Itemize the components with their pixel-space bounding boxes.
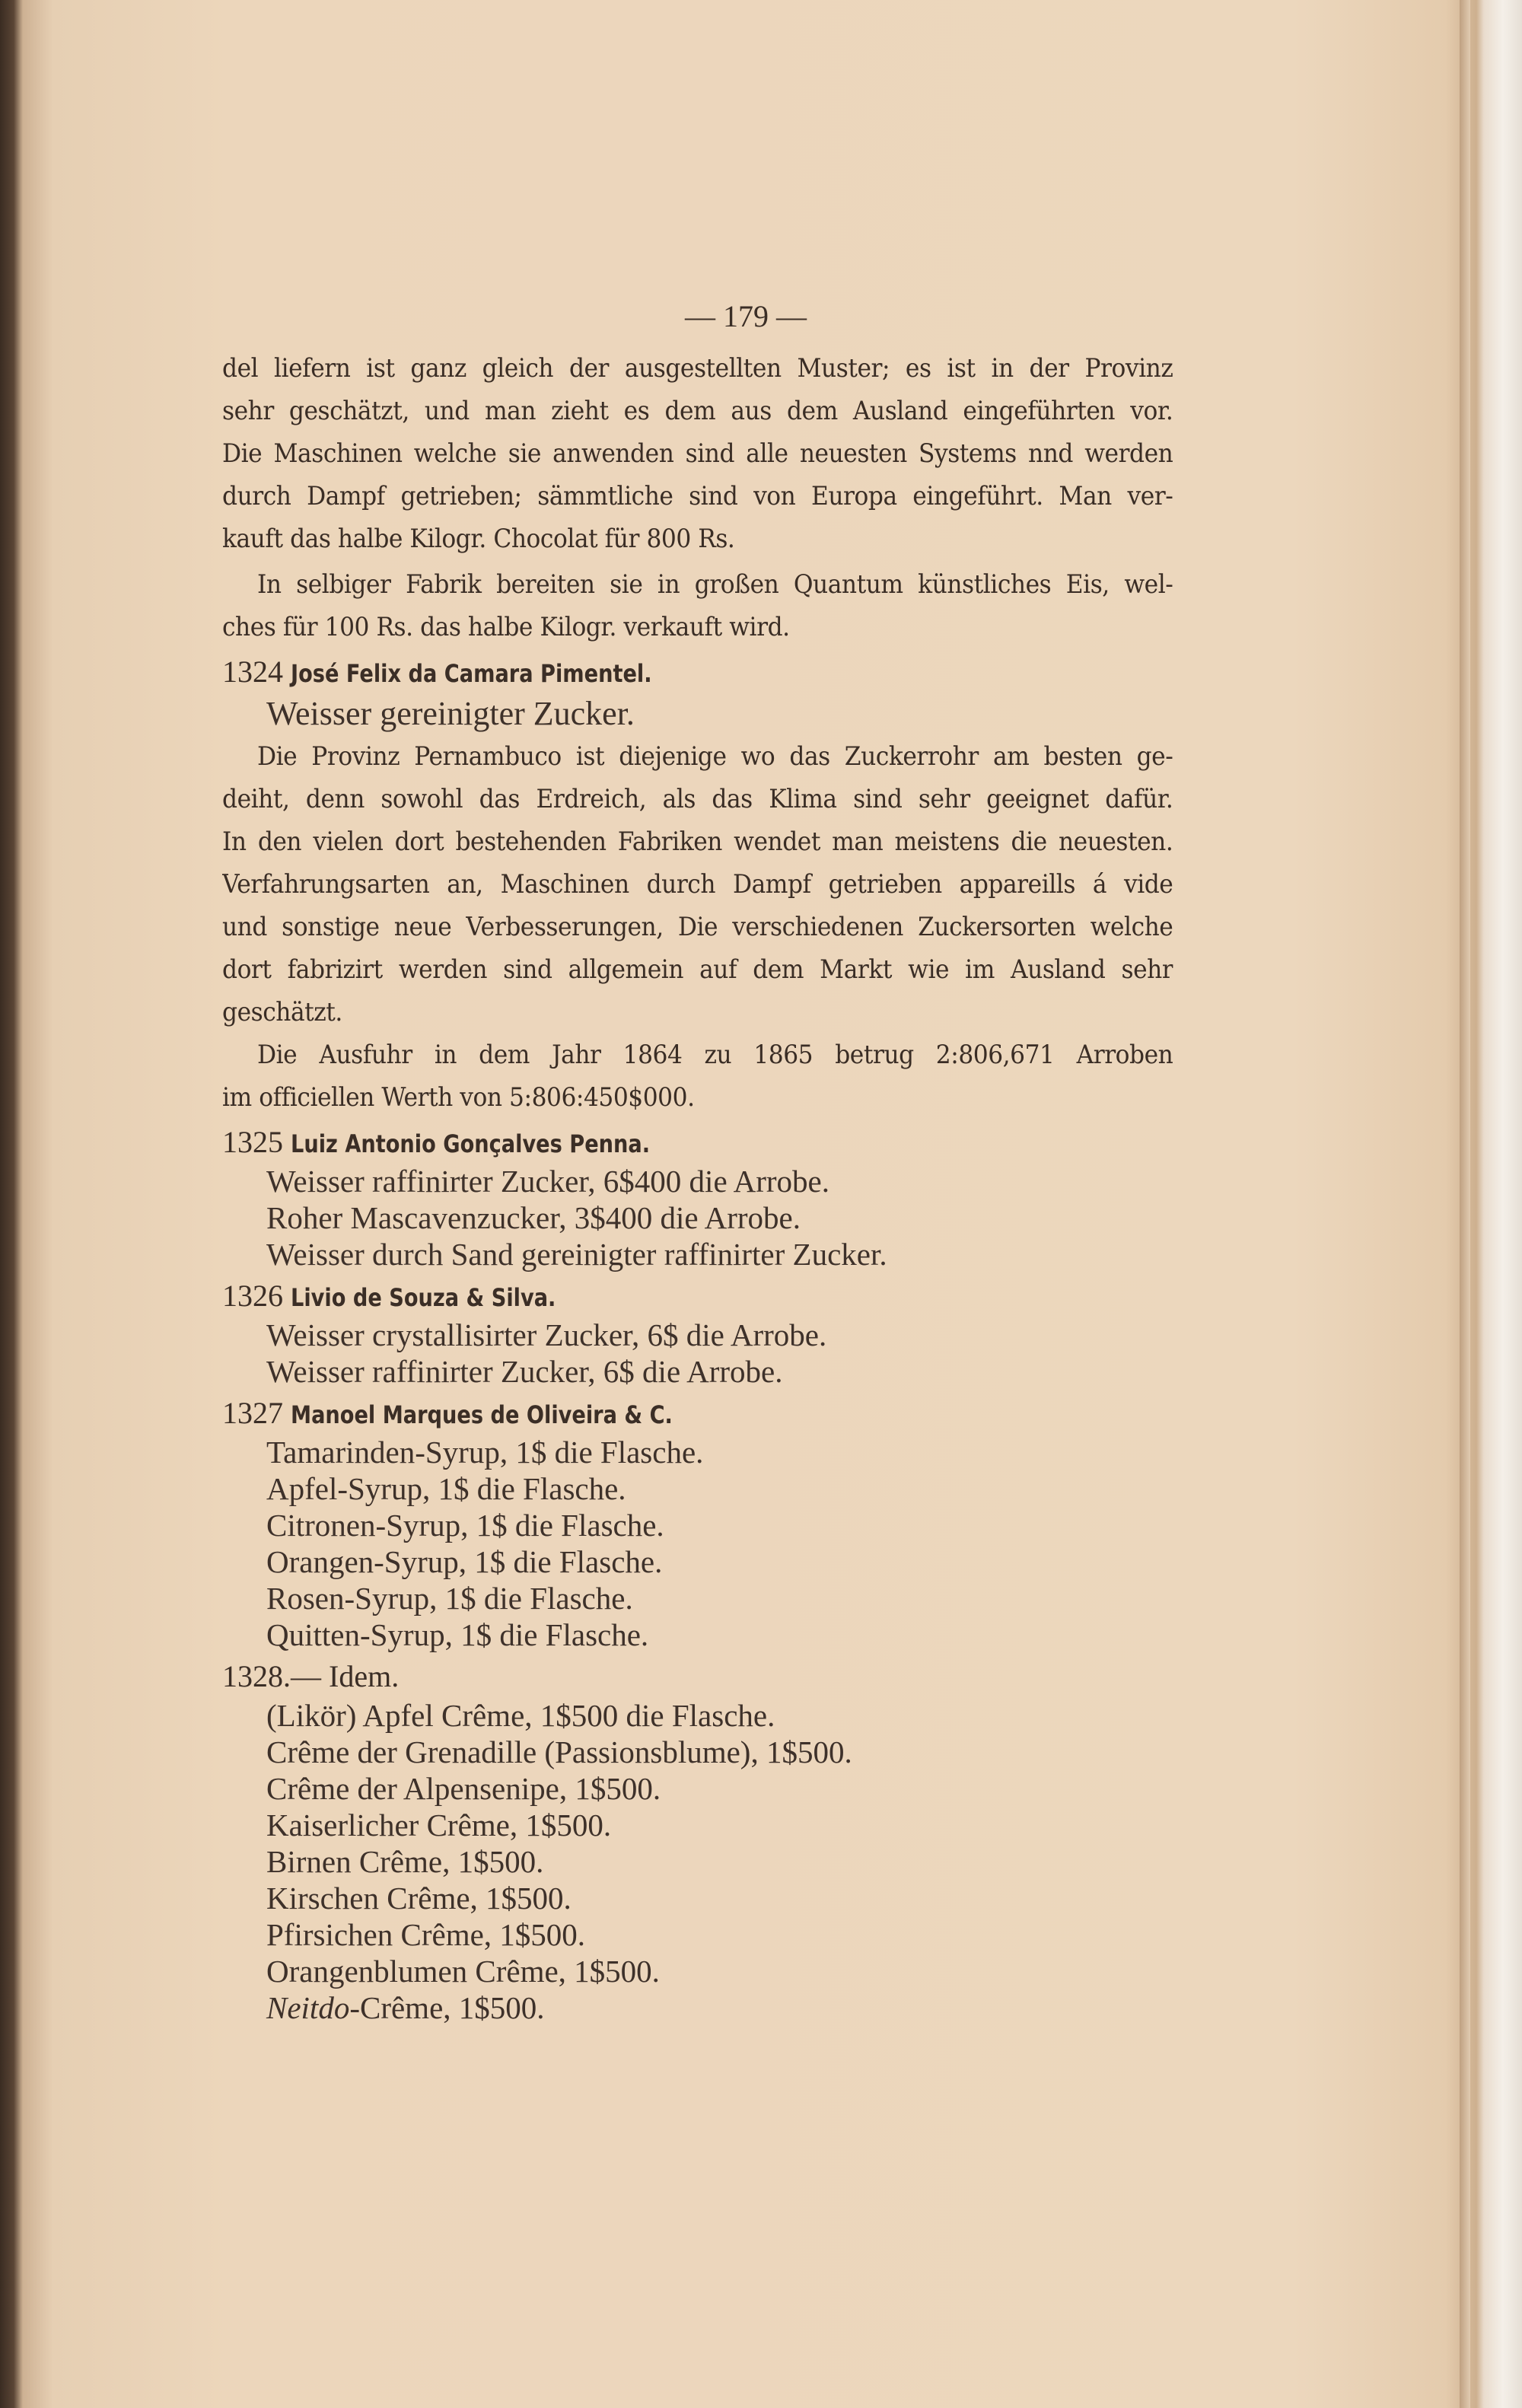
product-item: Crême der Grenadille (Passionsblume), 1$500. xyxy=(266,1734,852,1769)
entry-number: 1324 xyxy=(222,655,283,689)
page-number xyxy=(0,298,1522,334)
text-line: sehr geschätzt, und man zieht es dem aus dem Ausland eingeführten vor. xyxy=(222,396,1173,426)
text-line: durch Dampf getrieben; sämmtliche sind von Europa eingeführt. Man ver- xyxy=(222,481,1173,511)
ice-paragraph xyxy=(222,563,1173,648)
intro-paragraph xyxy=(222,347,1173,560)
product-item: Weisser durch Sand gereinigter raffinirter Zucker. xyxy=(266,1237,887,1272)
product-item: Kirschen Crême, 1$500. xyxy=(266,1881,572,1916)
page-number-text: — 179 — xyxy=(685,299,807,333)
product-item xyxy=(222,1989,1173,2026)
italic-product-name: Neitdo xyxy=(266,1990,350,2025)
entry-number: 1326 xyxy=(222,1279,283,1313)
product-item: Rosen-Syrup, 1$ die Flasche. xyxy=(266,1581,633,1616)
text-line: Verfahrungsarten an, Maschinen durch Dampf getrieben appareills á vide xyxy=(222,869,1173,900)
product-item: Citronen-Syrup, 1$ die Flasche. xyxy=(266,1508,664,1543)
text-line: del liefern ist ganz gleich der ausgestellten Muster; es ist in der Provinz xyxy=(222,353,1173,384)
text-line: kauft das halbe Kilogr. Chocolat für 800 Rs. xyxy=(222,524,735,554)
text-line: deiht, denn sowohl das Erdreich, als das Klima sind sehr geeignet dafür. xyxy=(222,784,1173,814)
page-body xyxy=(222,347,1173,2029)
entry-heading xyxy=(222,651,1173,693)
text-line: In den vielen dort bestehenden Fabriken wendet man meistens die neuesten. xyxy=(222,827,1173,857)
text-line: und sonstige neue Verbesserungen, Die verschiedenen Zuckersorten welche xyxy=(222,912,1173,942)
exhibitor-name: Idem. xyxy=(329,1659,400,1693)
product-item: Orangenblumen Crême, 1$500. xyxy=(266,1954,660,1989)
entry-heading xyxy=(222,1122,1173,1163)
exhibitor-name: Livio de Souza & Silva. xyxy=(291,1283,556,1312)
text-line: dort fabrizirt werden sind allgemein auf dem Markt wie im Ausland sehr xyxy=(222,954,1173,985)
product-item: Crême der Alpensenipe, 1$500. xyxy=(266,1771,661,1806)
entry-1325 xyxy=(222,1122,1173,1272)
exhibitor-name: Manoel Marques de Oliveira & C. xyxy=(291,1400,673,1429)
product-item: Weisser raffinirter Zucker, 6$400 die Arrobe. xyxy=(266,1164,830,1199)
entry-number: 1328.— xyxy=(222,1659,321,1693)
entry-1326 xyxy=(222,1276,1173,1390)
entry-1324 xyxy=(222,651,1173,1119)
product-item: Quitten-Syrup, 1$ die Flasche. xyxy=(266,1617,649,1652)
product-item: Apfel-Syrup, 1$ die Flasche. xyxy=(266,1471,626,1506)
product-item: Orangen-Syrup, 1$ die Flasche. xyxy=(266,1544,663,1579)
entry-1328 xyxy=(222,1656,1173,2026)
entry-heading xyxy=(222,1656,1173,1697)
text-line: Die Ausfuhr in dem Jahr 1864 zu 1865 betrug 2:806,671 Arroben xyxy=(257,1040,1173,1070)
entry-1327 xyxy=(222,1393,1173,1653)
exhibitor-name: Luiz Antonio Gonçalves Penna. xyxy=(291,1129,651,1158)
product-item: Weisser crystallisirter Zucker, 6$ die Arrobe. xyxy=(266,1317,827,1352)
product-item: Tamarinden-Syrup, 1$ die Flasche. xyxy=(266,1435,704,1470)
text-line: im officiellen Werth von 5:806:450$000. xyxy=(222,1082,695,1113)
product-item: Roher Mascavenzucker, 3$400 die Arrobe. xyxy=(266,1200,801,1235)
text-line: Die Provinz Pernambuco ist diejenige wo das Zuckerrohr am besten ge- xyxy=(257,741,1173,772)
product-item: Pfirsichen Crême, 1$500. xyxy=(266,1917,586,1952)
product-item: Weisser gereinigter Zucker. xyxy=(266,695,635,732)
entry-number: 1327 xyxy=(222,1396,283,1430)
product-item: Kaiserlicher Crême, 1$500. xyxy=(266,1808,612,1843)
text-line: In selbiger Fabrik bereiten sie in großen Quantum künstliches Eis, wel- xyxy=(257,569,1173,600)
product-item: Weisser raffinirter Zucker, 6$ die Arrobe. xyxy=(266,1354,783,1389)
entry-number: 1325 xyxy=(222,1125,283,1159)
entry-heading xyxy=(222,1276,1173,1317)
text-line: Die Maschinen welche sie anwenden sind alle neuesten Systems nnd werden xyxy=(222,438,1173,469)
product-item: (Likör) Apfel Crême, 1$500 die Flasche. xyxy=(266,1698,775,1733)
exhibitor-name: José Felix da Camara Pimentel. xyxy=(291,659,652,688)
entry-heading xyxy=(222,1393,1173,1434)
text-line: geschätzt. xyxy=(222,997,342,1027)
product-item-rest: -Crême, 1$500. xyxy=(349,1990,545,2025)
page-edge-shadow xyxy=(1460,0,1470,2408)
product-item: Birnen Crême, 1$500. xyxy=(266,1844,544,1879)
text-line: ches für 100 Rs. das halbe Kilogr. verkauft wird. xyxy=(222,612,790,642)
